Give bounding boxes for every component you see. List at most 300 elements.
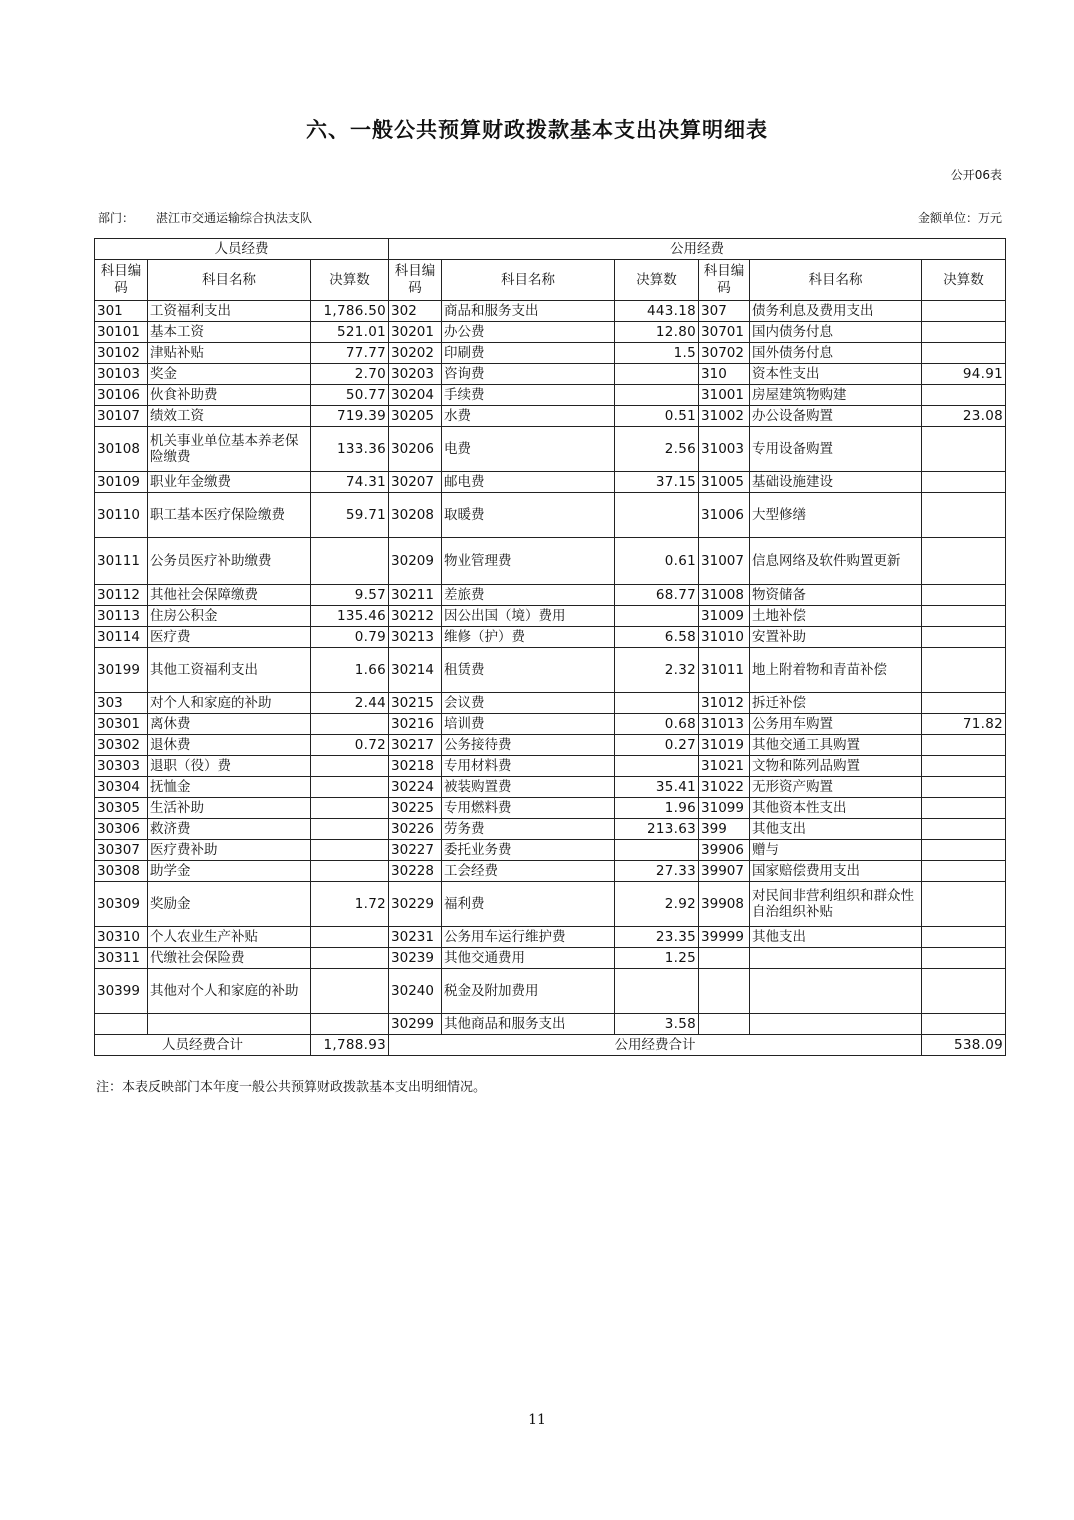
public-total-value: 538.09 xyxy=(922,1035,1006,1056)
personnel-amount-cell xyxy=(311,714,389,735)
personnel-code-cell: 30306 xyxy=(95,819,148,840)
public-b-amount-cell xyxy=(922,385,1006,406)
public-b-code-cell xyxy=(699,1014,750,1035)
public-a-code-cell: 302 xyxy=(389,301,442,322)
public-a-amount-cell: 12.80 xyxy=(615,322,699,343)
public-b-name-cell: 国内债务付息 xyxy=(750,322,922,343)
public-a-name-cell: 工会经费 xyxy=(442,861,615,882)
public-b-name-cell: 对民间非营利组织和群众性自治组织补贴 xyxy=(750,882,922,927)
department-label: 部门： xyxy=(98,211,135,225)
public-b-amount-cell xyxy=(922,472,1006,493)
public-a-name-cell: 差旅费 xyxy=(442,585,615,606)
personnel-code-cell: 301 xyxy=(95,301,148,322)
public-a-amount-cell: 0.61 xyxy=(615,538,699,585)
public-a-name-cell: 手续费 xyxy=(442,385,615,406)
personnel-code-cell: 30308 xyxy=(95,861,148,882)
public-b-name-cell: 赠与 xyxy=(750,840,922,861)
public-b-name-cell: 专用设备购置 xyxy=(750,427,922,472)
public-a-code-cell: 30204 xyxy=(389,385,442,406)
table-row xyxy=(95,406,1006,427)
table-row xyxy=(95,648,1006,693)
public-b-code-cell: 30701 xyxy=(699,322,750,343)
public-a-code-cell: 30214 xyxy=(389,648,442,693)
public-a-code-cell: 30299 xyxy=(389,1014,442,1035)
public-a-amount-cell: 2.92 xyxy=(615,882,699,927)
public-a-name-cell: 培训费 xyxy=(442,714,615,735)
personnel-amount-cell xyxy=(311,969,389,1014)
public-a-amount-cell xyxy=(615,969,699,1014)
table-row xyxy=(95,364,1006,385)
personnel-amount-cell xyxy=(311,1014,389,1035)
public-b-code-cell: 31022 xyxy=(699,777,750,798)
public-a-amount-cell: 2.56 xyxy=(615,427,699,472)
personnel-amount-cell xyxy=(311,927,389,948)
public-a-code-cell: 30231 xyxy=(389,927,442,948)
personnel-amount-cell: 719.39 xyxy=(311,406,389,427)
personnel-code-cell: 30304 xyxy=(95,777,148,798)
personnel-amount-cell xyxy=(311,948,389,969)
table-row xyxy=(95,861,1006,882)
table-row xyxy=(95,798,1006,819)
personnel-name-cell: 代缴社会保险费 xyxy=(148,948,311,969)
public-b-name-cell: 国外债务付息 xyxy=(750,343,922,364)
table-row xyxy=(95,927,1006,948)
public-b-name-cell: 基础设施建设 xyxy=(750,472,922,493)
public-a-code-cell: 30215 xyxy=(389,693,442,714)
personnel-amount-cell: 2.44 xyxy=(311,693,389,714)
table-row xyxy=(95,969,1006,1014)
department-name: 湛江市交通运输综合执法支队 xyxy=(156,211,313,225)
personnel-name-cell: 奖励金 xyxy=(148,882,311,927)
public-b-amount-cell xyxy=(922,538,1006,585)
public-a-code-cell: 30216 xyxy=(389,714,442,735)
public-a-code-cell: 30211 xyxy=(389,585,442,606)
page-number: 11 xyxy=(528,1412,546,1428)
public-a-code-cell: 30203 xyxy=(389,364,442,385)
public-b-amount-cell xyxy=(922,648,1006,693)
personnel-amount-cell xyxy=(311,798,389,819)
public-b-amount-cell xyxy=(922,693,1006,714)
public-a-code-cell: 30239 xyxy=(389,948,442,969)
personnel-code-cell: 30199 xyxy=(95,648,148,693)
personnel-code-cell: 30101 xyxy=(95,322,148,343)
personnel-name-cell: 抚恤金 xyxy=(148,777,311,798)
personnel-name-cell: 医疗费补助 xyxy=(148,840,311,861)
col-name-header: 科目名称 xyxy=(750,260,922,301)
personnel-amount-cell xyxy=(311,538,389,585)
public-b-amount-cell xyxy=(922,343,1006,364)
personnel-name-cell: 伙食补助费 xyxy=(148,385,311,406)
public-a-name-cell: 专用燃料费 xyxy=(442,798,615,819)
personnel-name-cell: 助学金 xyxy=(148,861,311,882)
public-a-code-cell: 30205 xyxy=(389,406,442,427)
personnel-code-cell: 30114 xyxy=(95,627,148,648)
public-a-code-cell: 30227 xyxy=(389,840,442,861)
table-row xyxy=(95,714,1006,735)
public-b-amount-cell: 94.91 xyxy=(922,364,1006,385)
personnel-amount-cell: 0.72 xyxy=(311,735,389,756)
public-b-amount-cell xyxy=(922,819,1006,840)
personnel-code-cell: 30106 xyxy=(95,385,148,406)
personnel-code-cell: 30303 xyxy=(95,756,148,777)
public-a-name-cell: 电费 xyxy=(442,427,615,472)
public-b-amount-cell xyxy=(922,756,1006,777)
public-a-name-cell: 其他商品和服务支出 xyxy=(442,1014,615,1035)
public-a-amount-cell xyxy=(615,840,699,861)
table-row xyxy=(95,385,1006,406)
public-b-name-cell xyxy=(750,948,922,969)
public-b-code-cell: 31021 xyxy=(699,756,750,777)
personnel-code-cell: 30302 xyxy=(95,735,148,756)
public-b-name-cell: 大型修缮 xyxy=(750,493,922,538)
public-b-name-cell: 其他交通工具购置 xyxy=(750,735,922,756)
public-header: 公用经费 xyxy=(389,239,1006,260)
public-b-code-cell: 31013 xyxy=(699,714,750,735)
public-a-name-cell: 维修（护）费 xyxy=(442,627,615,648)
personnel-amount-cell: 77.77 xyxy=(311,343,389,364)
personnel-name-cell: 救济费 xyxy=(148,819,311,840)
col-name-header: 科目名称 xyxy=(442,260,615,301)
personnel-name-cell: 职工基本医疗保险缴费 xyxy=(148,493,311,538)
public-a-amount-cell: 35.41 xyxy=(615,777,699,798)
public-a-code-cell: 30240 xyxy=(389,969,442,1014)
public-a-amount-cell: 23.35 xyxy=(615,927,699,948)
public-b-name-cell xyxy=(750,969,922,1014)
public-b-code-cell: 31006 xyxy=(699,493,750,538)
public-a-name-cell: 委托业务费 xyxy=(442,840,615,861)
personnel-amount-cell: 0.79 xyxy=(311,627,389,648)
public-a-code-cell: 30209 xyxy=(389,538,442,585)
public-b-amount-cell xyxy=(922,301,1006,322)
public-b-amount-cell xyxy=(922,777,1006,798)
public-b-code-cell xyxy=(699,948,750,969)
public-a-amount-cell: 0.68 xyxy=(615,714,699,735)
col-amount-header: 决算数 xyxy=(311,260,389,301)
public-a-code-cell: 30224 xyxy=(389,777,442,798)
department-line xyxy=(98,209,312,226)
public-a-name-cell: 取暖费 xyxy=(442,493,615,538)
personnel-name-cell: 工资福利支出 xyxy=(148,301,311,322)
public-a-code-cell: 30206 xyxy=(389,427,442,472)
public-b-name-cell: 安置补助 xyxy=(750,627,922,648)
public-b-code-cell: 39907 xyxy=(699,861,750,882)
public-a-name-cell: 租赁费 xyxy=(442,648,615,693)
public-a-amount-cell: 3.58 xyxy=(615,1014,699,1035)
amount-unit: 金额单位：万元 xyxy=(917,211,1002,225)
public-b-code-cell: 31005 xyxy=(699,472,750,493)
personnel-amount-cell xyxy=(311,840,389,861)
public-a-amount-cell: 1.96 xyxy=(615,798,699,819)
public-a-name-cell: 水费 xyxy=(442,406,615,427)
public-a-name-cell: 税金及附加费用 xyxy=(442,969,615,1014)
public-b-amount-cell xyxy=(922,1014,1006,1035)
personnel-code-cell: 30309 xyxy=(95,882,148,927)
personnel-amount-cell xyxy=(311,756,389,777)
table-row xyxy=(95,322,1006,343)
public-a-code-cell: 30207 xyxy=(389,472,442,493)
public-a-amount-cell: 1.5 xyxy=(615,343,699,364)
personnel-name-cell xyxy=(148,1014,311,1035)
page-title: 六、一般公共预算财政拨款基本支出决算明细表 xyxy=(306,118,768,142)
public-a-amount-cell: 68.77 xyxy=(615,585,699,606)
personnel-name-cell: 离休费 xyxy=(148,714,311,735)
table-row xyxy=(95,819,1006,840)
public-a-amount-cell: 0.27 xyxy=(615,735,699,756)
public-b-code-cell: 31019 xyxy=(699,735,750,756)
public-b-name-cell: 其他支出 xyxy=(750,927,922,948)
public-a-name-cell: 咨询费 xyxy=(442,364,615,385)
col-code-header: 科目编码 xyxy=(95,260,148,301)
table-row xyxy=(95,493,1006,538)
public-a-name-cell: 会议费 xyxy=(442,693,615,714)
public-b-amount-cell xyxy=(922,427,1006,472)
public-a-amount-cell: 443.18 xyxy=(615,301,699,322)
personnel-name-cell: 个人农业生产补贴 xyxy=(148,927,311,948)
table-row xyxy=(95,735,1006,756)
personnel-name-cell: 公务员医疗补助缴费 xyxy=(148,538,311,585)
public-b-code-cell: 39999 xyxy=(699,927,750,948)
public-b-amount-cell xyxy=(922,969,1006,1014)
personnel-name-cell: 退职（役）费 xyxy=(148,756,311,777)
public-a-code-cell: 30212 xyxy=(389,606,442,627)
public-a-name-cell: 公务用车运行维护费 xyxy=(442,927,615,948)
personnel-name-cell: 机关事业单位基本养老保险缴费 xyxy=(148,427,311,472)
public-a-name-cell: 其他交通费用 xyxy=(442,948,615,969)
public-a-name-cell: 因公出国（境）费用 xyxy=(442,606,615,627)
public-a-amount-cell xyxy=(615,493,699,538)
col-amount-header: 决算数 xyxy=(922,260,1006,301)
personnel-code-cell: 30111 xyxy=(95,538,148,585)
table-row xyxy=(95,627,1006,648)
table-row xyxy=(95,756,1006,777)
public-b-amount-cell xyxy=(922,493,1006,538)
public-b-code-cell: 31009 xyxy=(699,606,750,627)
public-a-name-cell: 劳务费 xyxy=(442,819,615,840)
col-amount-header: 决算数 xyxy=(615,260,699,301)
personnel-code-cell: 30107 xyxy=(95,406,148,427)
public-b-code-cell: 31008 xyxy=(699,585,750,606)
public-a-amount-cell: 213.63 xyxy=(615,819,699,840)
table-rows xyxy=(95,301,1006,1035)
personnel-code-cell: 30110 xyxy=(95,493,148,538)
personnel-amount-cell xyxy=(311,861,389,882)
public-a-code-cell: 30201 xyxy=(389,322,442,343)
public-b-name-cell: 信息网络及软件购置更新 xyxy=(750,538,922,585)
personnel-code-cell: 30103 xyxy=(95,364,148,385)
personnel-code-cell: 30311 xyxy=(95,948,148,969)
personnel-total-label: 人员经费合计 xyxy=(95,1035,311,1056)
personnel-code-cell: 30108 xyxy=(95,427,148,472)
table-row xyxy=(95,538,1006,585)
personnel-name-cell: 其他工资福利支出 xyxy=(148,648,311,693)
personnel-amount-cell: 1.66 xyxy=(311,648,389,693)
table-row xyxy=(95,840,1006,861)
public-a-code-cell: 30208 xyxy=(389,493,442,538)
public-a-code-cell: 30202 xyxy=(389,343,442,364)
personnel-header: 人员经费 xyxy=(95,239,389,260)
public-a-amount-cell: 1.25 xyxy=(615,948,699,969)
personnel-amount-cell: 133.36 xyxy=(311,427,389,472)
public-a-name-cell: 印刷费 xyxy=(442,343,615,364)
public-b-amount-cell xyxy=(922,882,1006,927)
public-b-name-cell: 其他支出 xyxy=(750,819,922,840)
personnel-amount-cell xyxy=(311,819,389,840)
public-a-code-cell: 30213 xyxy=(389,627,442,648)
public-a-amount-cell xyxy=(615,385,699,406)
public-b-name-cell: 无形资产购置 xyxy=(750,777,922,798)
table-row xyxy=(95,343,1006,364)
personnel-name-cell: 职业年金缴费 xyxy=(148,472,311,493)
public-b-amount-cell xyxy=(922,585,1006,606)
public-b-amount-cell xyxy=(922,948,1006,969)
public-a-code-cell: 30225 xyxy=(389,798,442,819)
public-a-name-cell: 办公费 xyxy=(442,322,615,343)
public-a-amount-cell: 2.32 xyxy=(615,648,699,693)
public-a-name-cell: 公务接待费 xyxy=(442,735,615,756)
expenditure-table xyxy=(94,238,1006,1056)
public-b-code-cell: 399 xyxy=(699,819,750,840)
personnel-name-cell: 住房公积金 xyxy=(148,606,311,627)
public-a-code-cell: 30226 xyxy=(389,819,442,840)
table-note: 注：本表反映部门本年度一般公共预算财政拨款基本支出明细情况。 xyxy=(96,1080,487,1095)
personnel-code-cell: 30305 xyxy=(95,798,148,819)
table-row xyxy=(95,301,1006,322)
public-a-amount-cell xyxy=(615,756,699,777)
public-a-amount-cell xyxy=(615,693,699,714)
personnel-total-value: 1,788.93 xyxy=(311,1035,389,1056)
personnel-name-cell: 奖金 xyxy=(148,364,311,385)
col-code-header: 科目编码 xyxy=(699,260,750,301)
personnel-code-cell xyxy=(95,1014,148,1035)
table-row xyxy=(95,606,1006,627)
public-b-code-cell: 30702 xyxy=(699,343,750,364)
public-total-label: 公用经费合计 xyxy=(389,1035,922,1056)
public-b-name-cell: 地上附着物和青苗补偿 xyxy=(750,648,922,693)
public-a-name-cell: 邮电费 xyxy=(442,472,615,493)
public-b-code-cell xyxy=(699,969,750,1014)
personnel-name-cell: 津贴补贴 xyxy=(148,343,311,364)
public-b-name-cell: 公务用车购置 xyxy=(750,714,922,735)
public-b-name-cell: 房屋建筑物购建 xyxy=(750,385,922,406)
personnel-code-cell: 30112 xyxy=(95,585,148,606)
public-a-code-cell: 30217 xyxy=(389,735,442,756)
personnel-name-cell: 生活补助 xyxy=(148,798,311,819)
public-a-name-cell: 商品和服务支出 xyxy=(442,301,615,322)
public-a-name-cell: 福利费 xyxy=(442,882,615,927)
public-b-name-cell: 物资储备 xyxy=(750,585,922,606)
personnel-amount-cell: 1.72 xyxy=(311,882,389,927)
public-a-amount-cell: 0.51 xyxy=(615,406,699,427)
public-b-code-cell: 31007 xyxy=(699,538,750,585)
public-b-code-cell: 31011 xyxy=(699,648,750,693)
personnel-amount-cell: 74.31 xyxy=(311,472,389,493)
public-b-amount-cell: 71.82 xyxy=(922,714,1006,735)
personnel-name-cell: 基本工资 xyxy=(148,322,311,343)
public-b-amount-cell xyxy=(922,927,1006,948)
public-b-code-cell: 39908 xyxy=(699,882,750,927)
personnel-amount-cell: 9.57 xyxy=(311,585,389,606)
personnel-amount-cell: 2.70 xyxy=(311,364,389,385)
public-b-code-cell: 31003 xyxy=(699,427,750,472)
public-a-amount-cell: 6.58 xyxy=(615,627,699,648)
personnel-code-cell: 30301 xyxy=(95,714,148,735)
personnel-amount-cell: 59.71 xyxy=(311,493,389,538)
public-b-amount-cell xyxy=(922,798,1006,819)
public-b-name-cell xyxy=(750,1014,922,1035)
personnel-code-cell: 30113 xyxy=(95,606,148,627)
personnel-name-cell: 退休费 xyxy=(148,735,311,756)
public-a-name-cell: 被装购置费 xyxy=(442,777,615,798)
public-b-amount-cell: 23.08 xyxy=(922,406,1006,427)
public-a-amount-cell xyxy=(615,606,699,627)
public-b-amount-cell xyxy=(922,322,1006,343)
public-b-name-cell: 国家赔偿费用支出 xyxy=(750,861,922,882)
public-b-code-cell: 31001 xyxy=(699,385,750,406)
personnel-name-cell: 医疗费 xyxy=(148,627,311,648)
personnel-code-cell: 30102 xyxy=(95,343,148,364)
public-a-code-cell: 30229 xyxy=(389,882,442,927)
table-row xyxy=(95,1014,1006,1035)
public-b-amount-cell xyxy=(922,861,1006,882)
public-b-code-cell: 31012 xyxy=(699,693,750,714)
public-b-name-cell: 债务利息及费用支出 xyxy=(750,301,922,322)
personnel-amount-cell: 1,786.50 xyxy=(311,301,389,322)
personnel-name-cell: 对个人和家庭的补助 xyxy=(148,693,311,714)
personnel-amount-cell: 50.77 xyxy=(311,385,389,406)
col-name-header: 科目名称 xyxy=(148,260,311,301)
public-b-code-cell: 31010 xyxy=(699,627,750,648)
public-b-name-cell: 土地补偿 xyxy=(750,606,922,627)
public-a-code-cell: 30218 xyxy=(389,756,442,777)
public-b-code-cell: 307 xyxy=(699,301,750,322)
personnel-name-cell: 绩效工资 xyxy=(148,406,311,427)
personnel-name-cell: 其他对个人和家庭的补助 xyxy=(148,969,311,1014)
public-b-name-cell: 办公设备购置 xyxy=(750,406,922,427)
col-code-header: 科目编码 xyxy=(389,260,442,301)
table-row xyxy=(95,427,1006,472)
personnel-amount-cell: 135.46 xyxy=(311,606,389,627)
public-b-code-cell: 39906 xyxy=(699,840,750,861)
public-b-code-cell: 31002 xyxy=(699,406,750,427)
public-b-amount-cell xyxy=(922,606,1006,627)
public-b-name-cell: 文物和陈列品购置 xyxy=(750,756,922,777)
table-row xyxy=(95,948,1006,969)
table-row xyxy=(95,472,1006,493)
public-b-amount-cell xyxy=(922,840,1006,861)
personnel-code-cell: 303 xyxy=(95,693,148,714)
public-a-code-cell: 30228 xyxy=(389,861,442,882)
public-b-name-cell: 拆迁补偿 xyxy=(750,693,922,714)
public-a-amount-cell: 27.33 xyxy=(615,861,699,882)
public-b-code-cell: 31099 xyxy=(699,798,750,819)
personnel-code-cell: 30109 xyxy=(95,472,148,493)
table-row xyxy=(95,693,1006,714)
table-row xyxy=(95,777,1006,798)
personnel-name-cell: 其他社会保障缴费 xyxy=(148,585,311,606)
public-b-amount-cell xyxy=(922,735,1006,756)
table-row xyxy=(95,882,1006,927)
personnel-code-cell: 30310 xyxy=(95,927,148,948)
personnel-code-cell: 30307 xyxy=(95,840,148,861)
public-a-name-cell: 专用材料费 xyxy=(442,756,615,777)
form-code: 公开06表 xyxy=(950,168,1002,182)
personnel-amount-cell: 521.01 xyxy=(311,322,389,343)
public-a-amount-cell xyxy=(615,364,699,385)
personnel-amount-cell xyxy=(311,777,389,798)
public-a-name-cell: 物业管理费 xyxy=(442,538,615,585)
public-b-code-cell: 310 xyxy=(699,364,750,385)
public-b-name-cell: 其他资本性支出 xyxy=(750,798,922,819)
